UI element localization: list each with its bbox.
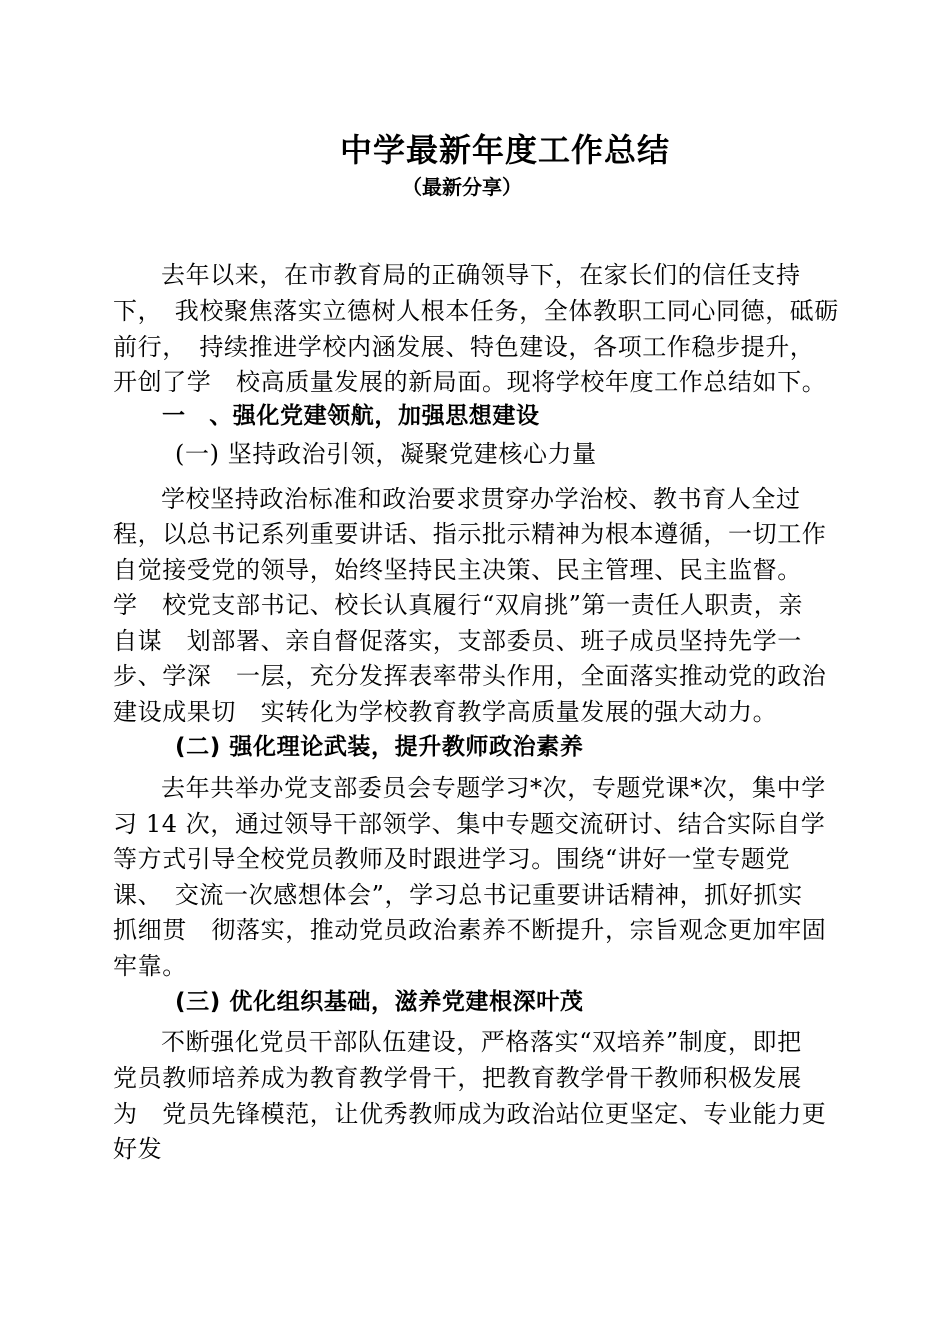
paragraph-3-line-1: 不断强化党员干部队伍建设，严格落实“双培养”制度，即把 [161,1028,802,1056]
subsection-heading-1: (一) 坚持政治引领，凝聚党建核心力量 [175,440,597,468]
paragraph-1-line-6: 步、学深 一层，充分发挥表率带头作用，全面落实推动党的政治 [113,662,827,690]
paragraph-1-line-5: 自谋 划部署、亲自督促落实，支部委员、班子成员坚持先学一 [113,627,802,655]
paragraph-intro-line-3: 前行， 持续推进学校内涵发展、特色建设，各项工作稳步提升， [113,333,815,361]
paragraph-1-line-2: 程，以总书记系列重要讲话、指示批示精神为根本遵循，一切工作 [113,520,827,548]
paragraph-intro-line-4: 开创了学 校高质量发展的新局面。现将学校年度工作总结如下。 [113,368,827,396]
paragraph-3-line-3: 为 党员先锋模范，让优秀教师成为政治站位更坚定、专业能力更 [113,1100,827,1128]
paragraph-2-line-5: 抓细贯 彻落实，推动党员政治素养不断提升，宗旨观念更加牢固 [113,916,827,944]
subsection-heading-3: (三) 优化组织基础，滋养党建根深叶茂 [175,989,584,1015]
paragraph-3-line-4: 好发 [113,1135,163,1163]
paragraph-2-line-2: 习 14 次，通过领导干部领学、集中专题交流研讨、结合实际自学 [113,810,826,838]
paragraph-intro-line-1: 去年以来，在市教育局的正确领导下，在家长们的信任支持 [161,261,801,289]
paragraph-2-line-3: 等方式引导全校党员教师及时跟进学习。围绕“讲好一堂专题党 [113,845,791,873]
paragraph-2-line-6: 牢靠。 [113,952,187,980]
paragraph-3-line-2: 党员教师培养成为教育教学骨干，把教育教学骨干教师积极发展 [113,1064,802,1092]
paragraph-1-line-3: 自觉接受党的领导，始终坚持民主决策、民主管理、民主监督。 [113,556,802,584]
paragraph-1-line-4: 学 校党支部书记、校长认真履行“双肩挑”第一责任人职责，亲 [113,591,803,619]
subsection-heading-2: (二) 强化理论武装，提升教师政治素养 [175,734,584,760]
document-title: 中学最新年度工作总结 [340,131,671,169]
paragraph-2-line-4: 课、 交流一次感想体会”，学习总书记重要讲话精神，抓好抓实 [113,881,803,909]
document-subtitle: （最新分享） [402,175,522,199]
section-heading-1: 一 、强化党建领航，加强思想建设 [162,403,540,429]
paragraph-intro-line-2: 下， 我校聚焦落实立德树人根本任务，全体教职工同心同德，砥砺 [113,297,839,325]
paragraph-1-line-1: 学校坚持政治标准和政治要求贯穿办学治校、教书育人全过 [161,485,801,513]
paragraph-1-line-7: 建设成果切 实转化为学校教育教学高质量发展的强大动力。 [113,698,778,726]
paragraph-2-line-1: 去年共举办党支部委员会专题学习*次，专题党课*次，集中学 [161,774,826,802]
